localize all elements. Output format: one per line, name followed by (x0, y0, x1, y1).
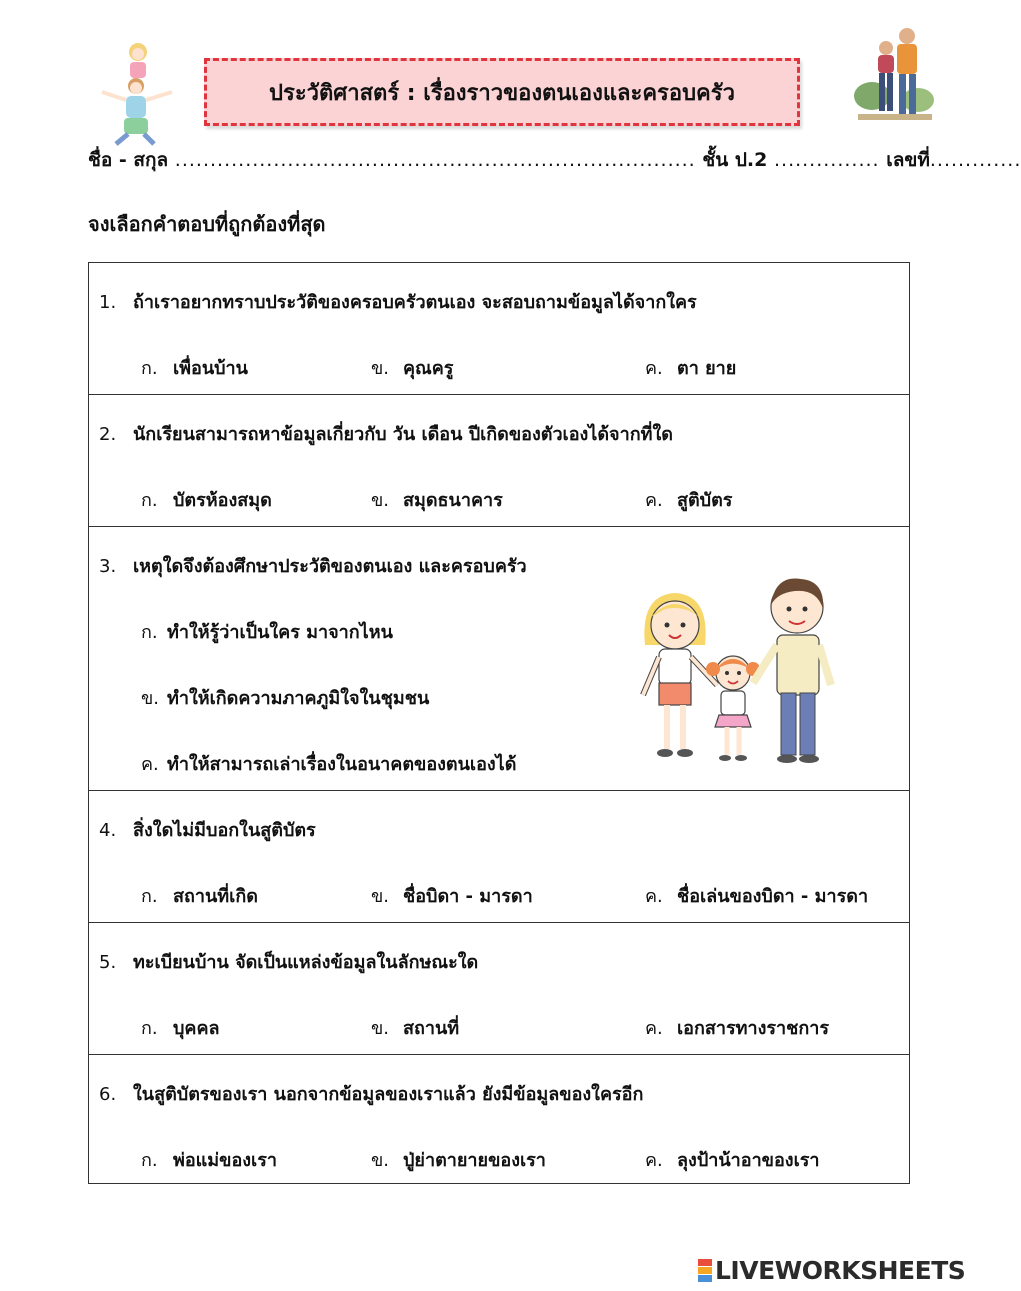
question-row (89, 1055, 909, 1185)
answer-option[interactable] (371, 485, 503, 514)
question-number: 4. (99, 820, 117, 841)
answer-option[interactable] (645, 485, 732, 514)
option-letter: ก. (141, 1150, 158, 1171)
question-number: 6. (99, 1084, 117, 1105)
option-letter: ก. (141, 490, 158, 511)
option-letter: ก. (141, 622, 158, 643)
question-prompt: นักเรียนสามารถหาข้อมูลเกี่ยวกับ วัน เดือน ปีเกิดของตัวเองได้จากที่ใด (133, 424, 673, 445)
option-letter: ค. (645, 1150, 663, 1171)
name-label: ชื่อ - สกุล (88, 149, 169, 171)
answer-option[interactable] (141, 881, 258, 910)
question-prompt: สิ่งใดไม่มีบอกในสูติบัตร (133, 820, 316, 841)
option-letter: ข. (371, 490, 390, 511)
option-text: ปู่ย่าตายายของเรา (403, 1150, 546, 1171)
option-letter: ก. (141, 1018, 158, 1039)
title-banner (204, 58, 800, 126)
logo-text: LIVEWORKSHEETS (715, 1256, 966, 1285)
option-text: สถานที่เกิด (173, 886, 258, 907)
answer-option[interactable] (141, 1145, 277, 1174)
option-letter: ข. (371, 358, 390, 379)
question-prompt: ถ้าเราอยากทราบประวัติของครอบครัวตนเอง จะสอบถามข้อมูลได้จากใคร (133, 292, 697, 313)
page-title: ประวัติศาสตร์ : เรื่องราวของตนเองและครอบครัว (269, 80, 735, 106)
answer-option[interactable] (645, 1013, 829, 1042)
option-letter: ค. (645, 358, 663, 379)
name-field[interactable]: .......................................................................... (174, 149, 696, 171)
option-letter: ค. (645, 490, 663, 511)
family-illustration (625, 565, 845, 775)
answer-option[interactable] (141, 353, 248, 382)
student-info-line (88, 145, 1021, 179)
question-prompt: ทะเบียนบ้าน จัดเป็นแหล่งข้อมูลในลักษณะใด (133, 952, 479, 973)
question-number: 5. (99, 952, 117, 973)
liveworksheets-logo (698, 1256, 965, 1285)
option-text: บุคคล (173, 1018, 220, 1039)
instruction-text: จงเลือกคำตอบที่ถูกต้องที่สุด (88, 212, 326, 236)
class-label: ชั้น ป.2 (702, 149, 768, 171)
question-row (89, 923, 909, 1055)
option-text: เอกสารทางราชการ (677, 1018, 830, 1039)
answer-option[interactable] (371, 353, 453, 382)
option-text: เพื่อนบ้าน (173, 358, 248, 379)
question-text (99, 1079, 643, 1108)
answer-option[interactable] (141, 749, 516, 778)
question-row (89, 791, 909, 923)
logo-mark-icon (698, 1259, 712, 1283)
question-row (89, 395, 909, 527)
option-text: บัตรห้องสมุด (173, 490, 272, 511)
option-letter: ค. (645, 1018, 663, 1039)
father-child-illustration (852, 26, 938, 126)
option-text: ทำให้เกิดความภาคภูมิใจในชุมชน (167, 688, 430, 709)
option-text: ชื่อบิดา - มารดา (403, 886, 533, 907)
question-text (99, 287, 697, 316)
option-text: ตา ยาย (677, 358, 737, 379)
option-text: สมุดธนาคาร (403, 490, 503, 511)
option-text: สูติบัตร (677, 490, 733, 511)
option-letter: ก. (141, 886, 158, 907)
option-text: คุณครู (403, 358, 454, 379)
number-label: เลขที่ (886, 149, 930, 171)
answer-option[interactable] (645, 353, 736, 382)
option-text: พ่อแม่ของเรา (173, 1150, 277, 1171)
question-number: 2. (99, 424, 117, 445)
question-row (89, 527, 909, 791)
answer-option[interactable] (141, 1013, 220, 1042)
family-piggyback-illustration (88, 38, 180, 148)
class-number-field[interactable]: ............... (773, 149, 880, 171)
answer-option[interactable] (141, 485, 272, 514)
option-text: ทำให้สามารถเล่าเรื่องในอนาคตของตนเองได้ (167, 754, 517, 775)
option-letter: ข. (371, 886, 390, 907)
answer-option[interactable] (645, 1145, 820, 1174)
option-text: ทำให้รู้ว่าเป็นใคร มาจากไหน (167, 622, 393, 643)
answer-option[interactable] (645, 881, 868, 910)
answer-option[interactable] (371, 1013, 459, 1042)
option-letter: ค. (141, 754, 159, 775)
option-text: สถานที่ (403, 1018, 460, 1039)
question-prompt: ในสูติบัตรของเรา นอกจากข้อมูลของเราแล้ว ยังมีข้อมูลของใครอีก (133, 1084, 644, 1105)
answer-option[interactable] (371, 1145, 546, 1174)
answer-option[interactable] (371, 881, 533, 910)
student-number-field[interactable]: ............. (929, 149, 1021, 171)
option-letter: ก. (141, 358, 158, 379)
question-row (89, 263, 909, 395)
question-text (99, 947, 478, 976)
question-text (99, 551, 527, 580)
answer-option[interactable] (141, 683, 429, 712)
option-letter: ข. (371, 1150, 390, 1171)
question-text (99, 419, 673, 448)
option-letter: ข. (371, 1018, 390, 1039)
question-number: 3. (99, 556, 117, 577)
option-text: ชื่อเล่นของบิดา - มารดา (677, 886, 869, 907)
question-number: 1. (99, 292, 117, 313)
answer-option[interactable] (141, 617, 393, 646)
option-letter: ข. (141, 688, 160, 709)
option-text: ลุงป้าน้าอาของเรา (677, 1150, 820, 1171)
option-letter: ค. (645, 886, 663, 907)
question-text (99, 815, 316, 844)
question-prompt: เหตุใดจึงต้องศึกษาประวัติของตนเอง และครอบครัว (133, 556, 527, 577)
question-table (88, 262, 910, 1184)
